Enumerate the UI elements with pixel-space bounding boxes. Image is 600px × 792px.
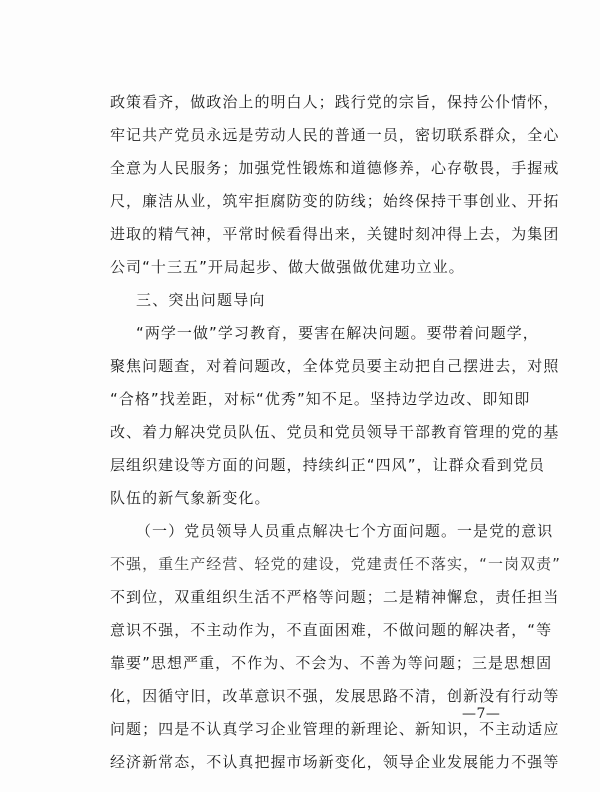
text-line: 意识不强，不主动作为，不直面困难，不做问题的解决者，“等 (110, 621, 553, 639)
text-line: 牢记共产党员永远是劳动人民的普通一员，密切联系群众，全心 (110, 126, 560, 144)
text-line: 政策看齐，做政治上的明白人；践行党的宗旨，保持公仆情怀， (110, 93, 560, 111)
text-line: 公司“十三五”开局起步、做大做强做优建功立业。 (110, 258, 465, 276)
text-line: 不强，重生产经营、轻党的建设，党建责任不落实，“一岗双责” (110, 555, 561, 573)
page-number: —7— (462, 706, 501, 722)
text-line: 全意为人民服务；加强党性锻炼和道德修养，心存敬畏，手握戒 (110, 159, 560, 177)
text-line: 化，因循守旧，改革意识不强，发展思路不清，创新没有行动等 (110, 687, 560, 705)
text-line: 聚焦问题查，对着问题改，全体党员要主动把自己摆进去，对照 (110, 357, 560, 375)
section-heading: 三、突出问题导向 (136, 291, 266, 309)
text-line: 不到位，双重组织生活不严格等问题；二是精神懈怠，责任担当 (110, 588, 560, 606)
text-line: 尺，廉洁从业，筑牢拒腐防变的防线；始终保持干事创业、开拓 (110, 192, 560, 210)
text-line: 问题；四是不认真学习企业管理的新理论、新知识，不主动适应 (110, 720, 560, 738)
text-line: “合格”找差距，对标“优秀”知不足。坚持边学边改、即知即 (110, 390, 531, 408)
body-text (110, 86, 561, 779)
text-line: 层组织建设等方面的问题，持续纠正“四风”，让群众看到党员 (110, 456, 545, 474)
text-line: 改、着力解决党员队伍、党员和党员领导干部教育管理的党的基 (110, 423, 560, 441)
paragraph-first-line: “两学一做”学习教育，要害在解决问题。要带着问题学， (136, 324, 539, 342)
text-line: 队伍的新气象新变化。 (110, 489, 271, 507)
text-line: 靠要”思想严重，不作为、不会为、不善为等问题；三是思想固 (110, 654, 553, 672)
subsection-first-line: （一）党员领导人员重点解决七个方面问题。一是党的意识 (136, 522, 554, 540)
text-line: 进取的精气神，平常时候看得出来，关键时刻冲得上去，为集团 (110, 225, 560, 243)
text-line: 经济新常态，不认真把握市场新变化，领导企业发展能力不强等 (110, 753, 560, 771)
